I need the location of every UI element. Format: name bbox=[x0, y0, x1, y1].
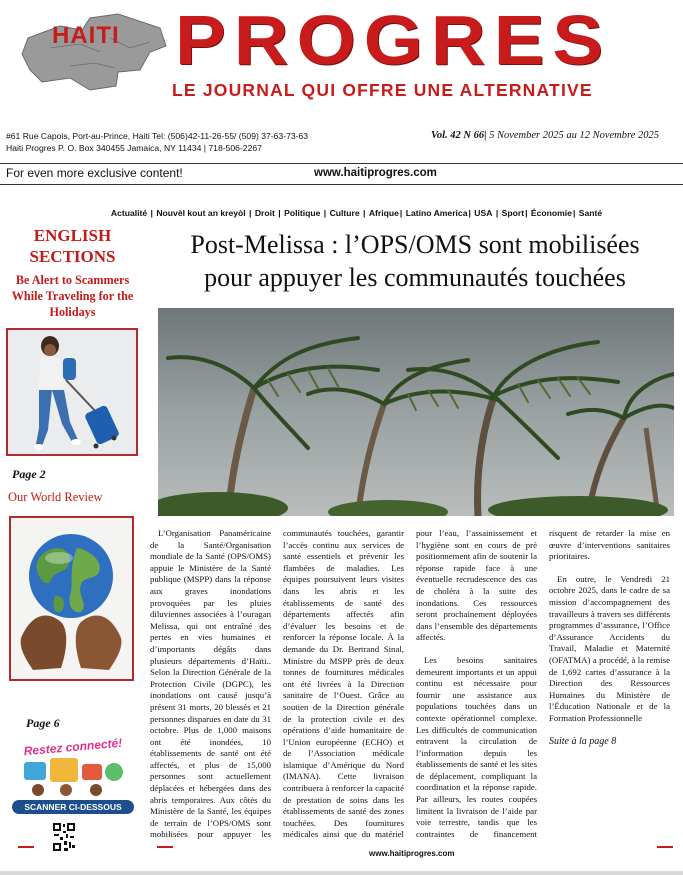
issue-info bbox=[431, 130, 659, 141]
article-paragraph-1: L’Organisation Panaméricaine de la Santé/Organisation mondiale de la Santé (OPS/OMS) appuie le Ministère de la Santé publique (MSPP) dans la réponse aux graves inondations provoquées par les pluies diluviennes associées à l’ouragan Melissa, qui ont entraîné des pertes en vies humaines et d’importants dégâts dans plusieurs départements d’Haïti.. Selon la Direction Générale de la Protection Civile (DGPC), les inondations ont causé jusqu’à présent 31 morts, 20 blessés et 21 personnes disparues en date du 31 octobre. Plus de 1,000 maisons ont été inondées, 10 établissements de santé ont été affectés, et plus de 15,000 personnes sont actuellement déplacées et hébergées dans des abris temporaires. Aux côtés du Ministère de la Santé, les équipes de terrain de l’OPS/OMS sont mobilisées pour appuyer les communautés touchées, garantir l’accès continu aux services de santé essentiels et prévenir les flambées de maladies. Les équipes poursuivent leurs visites dans les abris et les établissements de santé des départements affectés afin d’évaluer les besoins et de renforcer la réponse locale. À la demande du Dr. Bertrand Sinal, Ministre du MSPP près de deux tonnes de fournitures médicales ont été livrées à la Direction sanitaire de l’Ouest. Grâce au soutien de la Direction générale de la protection civile et des opérations d’aide humanitaire de l’Union européenne (ECHO) et de l’Association médicale islamique d’Amérique du Nord (IMANA). Cette livraison contribuera à renforcer la capacité de prestation de soins dans les établissements de santé des zones touchées. Des fournitures médicales ainsi que du matériel pour l’eau, l’assainissement et l’hygiène sont en cours de pré positionnement afin de soutenir la réponse rapide face à une éventuelle recrudescence des cas de choléra à la suite des inondations. Ces ressources seront prochainement déployées dans l’ensemble des départements affectés. bbox=[150, 528, 537, 840]
globe-hands-illustration bbox=[11, 518, 131, 678]
nav-separator: | bbox=[148, 208, 156, 218]
nav-separator: | bbox=[468, 208, 474, 218]
red-rule-mark bbox=[18, 846, 34, 848]
article-paragraph-3: En outre, le Vendredi 21 octobre 2025, dans le cadre de sa mission d’accompagnement des travailleurs à travers ses différents programmes d’assurance, l’Office d’Assurance Accidents du Travail, Maladie et Maternité (OFATMA) a procédé, à la remise de 1,692 cartes d’assurance à la Direction des Ressources Humaines du Ministère de l’Éducation Nationale et de la Formation Professionnelle bbox=[549, 573, 670, 723]
world-review-link[interactable]: Our World Review bbox=[8, 490, 103, 504]
social-icons-illustration bbox=[18, 756, 128, 800]
section-nav-list bbox=[81, 208, 602, 218]
page-2-ref[interactable]: Page 2 bbox=[12, 467, 46, 481]
connect-title: Restez connecté! bbox=[23, 735, 123, 759]
logo-haiti-text: HAITI bbox=[52, 22, 120, 49]
english-title-line-2: SECTIONS bbox=[29, 247, 116, 266]
nav-separator: | bbox=[493, 208, 501, 218]
promo-url-link[interactable]: www.haitiprogres.com bbox=[314, 167, 437, 179]
nav-separator: | bbox=[275, 208, 284, 218]
traveler-photo[interactable] bbox=[6, 328, 138, 456]
nav-separator: | bbox=[525, 208, 530, 218]
masthead-tagline: LE JOURNAL QUI OFFRE UNE ALTERNATIVE bbox=[172, 80, 593, 100]
storm-palms-illustration bbox=[158, 308, 674, 516]
headline-line-2: pour appuyer les communautés touchées bbox=[204, 263, 626, 292]
hurricane-palm-photo bbox=[158, 308, 674, 516]
address-line-1: #61 Rue Capois, Port-au-Prince, Haiti Tel: (506)42-11-26-55/ (509) 37-63-73-63 bbox=[6, 131, 309, 141]
footer-url-link[interactable]: www.haitiprogres.com bbox=[369, 849, 455, 858]
sidebar bbox=[0, 222, 145, 862]
nav-separator: | bbox=[321, 208, 329, 218]
nav-item[interactable]: Sport bbox=[501, 208, 525, 218]
continued-page-link[interactable]: Suite à la page 8 bbox=[549, 735, 617, 747]
scan-below-label: SCANNER CI-DESSOUS bbox=[12, 800, 134, 814]
traveler-illustration bbox=[8, 330, 135, 453]
red-rule-mark bbox=[657, 846, 673, 848]
english-sections-title[interactable] bbox=[0, 225, 145, 267]
page-6-ref[interactable]: Page 6 bbox=[26, 716, 60, 730]
issue-dates: 5 November 2025 au 12 Novembre 2025 bbox=[486, 130, 659, 141]
nav-separator: | bbox=[399, 208, 405, 218]
globe-photo[interactable] bbox=[9, 516, 134, 681]
nav-separator: | bbox=[246, 208, 254, 218]
nav-item[interactable]: Latino America bbox=[405, 208, 468, 218]
connect-promo[interactable] bbox=[10, 736, 136, 816]
article-headline bbox=[150, 228, 680, 294]
nav-item[interactable]: Droit bbox=[254, 208, 275, 218]
english-title-line-1: ENGLISH bbox=[33, 226, 112, 245]
nav-item[interactable]: Politique bbox=[284, 208, 321, 218]
promo-text: For even more exclusive content! bbox=[6, 166, 183, 180]
english-story-link[interactable]: Be Alert to Scammers While Traveling for the Holidays bbox=[11, 273, 134, 319]
page-bottom-border bbox=[0, 871, 683, 875]
nav-item[interactable]: Nouvèl kout an kreyòl bbox=[156, 208, 246, 218]
nav-item[interactable]: Afrique bbox=[368, 208, 399, 218]
nav-item[interactable]: Économie bbox=[530, 208, 572, 218]
article-body bbox=[150, 528, 670, 848]
nav-item[interactable]: Actualité bbox=[110, 208, 148, 218]
article-paragraph-2: Les besoins sanitaires demeurent importants et un appui continu est nécessaire pour fournir une assistance aux populations touchées dans un contexte opérationnel complexe. Les difficultés de communication entravent la circulation de l’information depuis les établissements de santé et les sites de déplacement, compliquant la coordination et la réponse rapide. Par ailleurs, les routes coupées limitent la livraison de l’aide par voie terrestre, tandis que les contraintes de financement risquent de retarder la mise en œuvre d’interventions sanitaires prioritaires. bbox=[416, 528, 670, 839]
logo-progres-text: PROGRES bbox=[175, 1, 612, 80]
red-rule-mark bbox=[157, 846, 173, 848]
promo-bar bbox=[0, 163, 683, 185]
nav-item[interactable]: USA bbox=[474, 208, 493, 218]
address-line-2: Haiti Progres P. O. Box 340455 Jamaica, NY 11434 | 718-506-2267 bbox=[6, 143, 262, 153]
headline-line-1: Post-Melissa : l’OPS/OMS sont mobilisées bbox=[190, 230, 640, 259]
publisher-address bbox=[6, 130, 308, 154]
nav-item[interactable]: Culture bbox=[329, 208, 360, 218]
nav-item[interactable]: Santé bbox=[578, 208, 603, 218]
qr-code-icon[interactable] bbox=[52, 822, 76, 852]
section-nav bbox=[0, 208, 683, 218]
masthead bbox=[0, 0, 683, 118]
issue-volume: Vol. 42 N 66| bbox=[431, 130, 487, 141]
nav-separator: | bbox=[360, 208, 368, 218]
nav-separator: | bbox=[572, 208, 578, 218]
